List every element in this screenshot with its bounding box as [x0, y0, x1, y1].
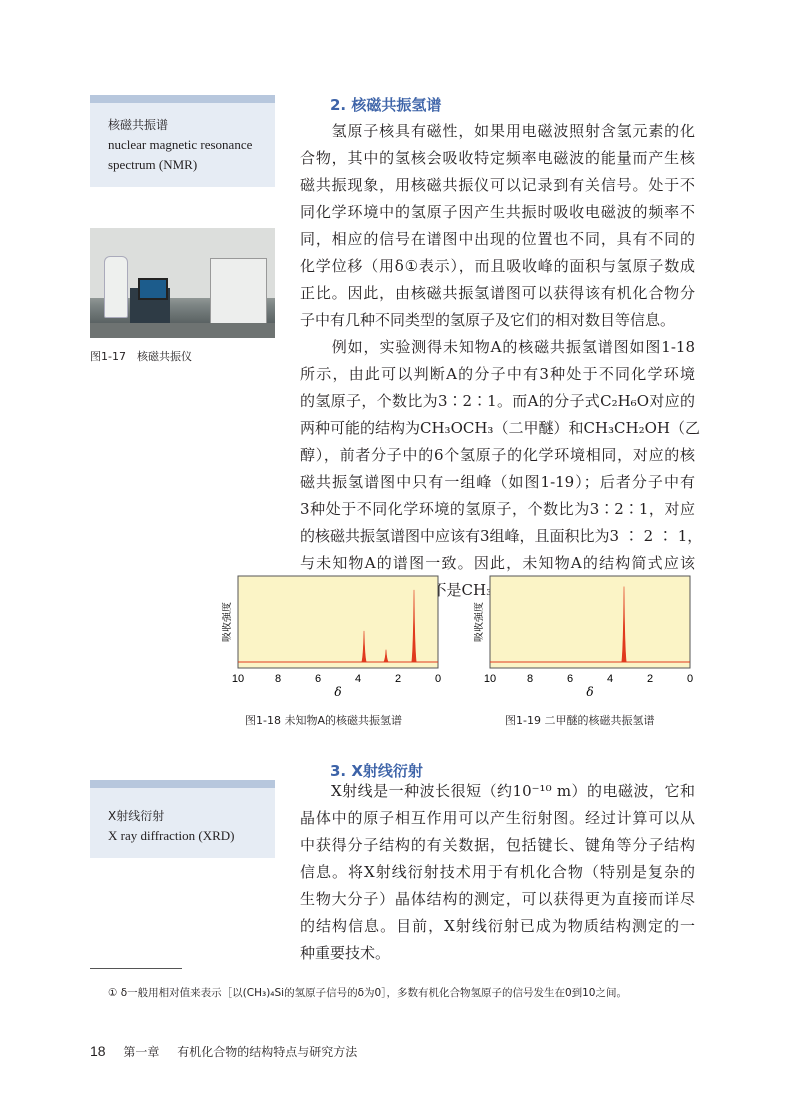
- x-axis-label: δ: [586, 685, 594, 699]
- text-line: 所示，由此可以判断A的分子中有3种处于不同化学环境: [300, 365, 695, 383]
- x-tick-label: 2: [646, 673, 654, 685]
- x-tick-label: 6: [566, 673, 574, 685]
- x-tick-label: 4: [606, 673, 614, 685]
- nmr-instrument-photo: [90, 228, 275, 338]
- text-line: 醇），前者分子中的6个氢原子的化学环境相同，对应的核: [300, 446, 695, 464]
- text-line: 氢原子核具有磁性，如果用电磁波照射含氢元素的化: [300, 122, 695, 140]
- text-line: 化学位移（用δ①表示），而且吸收峰的面积与氢原子数成: [300, 257, 695, 275]
- figure-caption-1-17: 图1-17 核磁共振仪: [90, 350, 192, 363]
- plot-area: [238, 576, 438, 668]
- x-tick-label: 0: [686, 673, 694, 685]
- page-footer: [90, 1043, 357, 1060]
- footnote: ① δ一般用相对值来表示［以(CH₃)₄Si的氢原子信号的δ为0］，多数有机化合物氢原子的信号发生在0到10之间。: [108, 987, 627, 999]
- term-cn: X射线衍射: [108, 809, 165, 823]
- sidebar-term-nmr: [90, 95, 275, 187]
- text-line: 中获得分子结构的有关数据，包括键长、键角等分子结构: [300, 836, 695, 854]
- nmr-spectrum-chart-dimethyl-ether: [474, 570, 704, 700]
- text-line: 例如，实验测得未知物A的核磁共振氢谱图如图1-18: [300, 338, 695, 356]
- text-line: 3种处于不同化学环境的氢原子，个数比为3∶2∶1，对应: [300, 500, 695, 518]
- text-line: 磁共振现象，用核磁共振仪可以记录到有关信号。处于不: [300, 176, 695, 194]
- footnote-divider: [90, 968, 182, 969]
- text-line: 子中有几种不同类型的氢原子及它们的相对数目等信息。: [300, 311, 676, 329]
- text-line: 的氢原子，个数比为3∶2∶1。而A的分子式C₂H₆O对应的: [300, 392, 695, 410]
- x-tick-label: 10: [231, 673, 245, 685]
- y-axis-label: 吸收强度: [222, 602, 233, 642]
- plot-area: [490, 576, 690, 668]
- paragraph-nmr-intro: [300, 118, 695, 334]
- figure-caption-1-19: 图1-19 二甲醚的核磁共振氢谱: [505, 714, 655, 727]
- nmr-spectrum-chart-a: [222, 570, 452, 700]
- x-tick-label: 6: [314, 673, 322, 685]
- figure-caption-1-18: 图1-18 未知物A的核磁共振氢谱: [245, 714, 402, 727]
- text-line: 生物大分子）晶体结构的测定，可以获得更为直接而详尽: [300, 890, 695, 908]
- x-tick-label: 8: [274, 673, 282, 685]
- text-line: 与未知物A的谱图一致。因此，未知物A的结构简式应该: [300, 554, 695, 572]
- x-tick-label: 10: [483, 673, 497, 685]
- section-title-xrd: 3. X射线衍射: [330, 762, 423, 780]
- term-en-line2: spectrum (NMR): [108, 157, 198, 172]
- sidebar-term-xrd: [90, 780, 275, 858]
- y-axis-label: 吸收强度: [474, 602, 485, 642]
- text-line: 种重要技术。: [300, 944, 391, 962]
- section-title-nmr: 2. 核磁共振氢谱: [330, 96, 442, 114]
- chapter-title: 有机化合物的结构特点与研究方法: [177, 1045, 358, 1059]
- paragraph-nmr-example: [300, 334, 703, 604]
- text-line: X射线是一种波长很短（约10⁻¹⁰ m）的电磁波，它和: [300, 782, 695, 800]
- term-en: X ray diffraction (XRD): [108, 828, 235, 843]
- x-tick-label: 0: [434, 673, 442, 685]
- x-tick-label: 8: [526, 673, 534, 685]
- term-en-line1: nuclear magnetic resonance: [108, 137, 253, 152]
- text-line: 同，相应的信号在谱图中出现的位置也不同，具有不同的: [300, 230, 695, 248]
- text-line: 晶体中的原子相互作用可以产生衍射图。经过计算可以从: [300, 809, 695, 827]
- text-line: 的核磁共振氢谱图中应该有3组峰，且面积比为3 ∶ 2 ∶ 1，: [300, 527, 703, 545]
- x-tick-label: 2: [394, 673, 402, 685]
- text-line: 合物，其中的氢核会吸收特定频率电磁波的能量而产生核: [300, 149, 695, 167]
- page-number: 18: [90, 1043, 106, 1059]
- x-tick-label: 4: [354, 673, 362, 685]
- chapter-label: 第一章: [123, 1045, 160, 1059]
- text-line: 信息。将X射线衍射技术用于有机化合物（特别是复杂的: [300, 863, 695, 881]
- x-axis-label: δ: [334, 685, 342, 699]
- paragraph-xrd: [300, 778, 695, 967]
- text-line: 两种可能的结构为CH₃OCH₃（二甲醚）和CH₃CH₂OH（乙: [300, 419, 700, 437]
- text-line: 正比。因此，由核磁共振氢谱图可以获得该有机化合物分: [300, 284, 695, 302]
- term-cn: 核磁共振谱: [108, 118, 169, 132]
- text-line: 的结构信息。目前，X射线衍射已成为物质结构测定的一: [300, 917, 695, 935]
- text-line: 磁共振氢谱图中只有一组峰（如图1-19）；后者分子中有: [300, 473, 695, 491]
- text-line: 同化学环境中的氢原子因产生共振时吸收电磁波的频率不: [300, 203, 695, 221]
